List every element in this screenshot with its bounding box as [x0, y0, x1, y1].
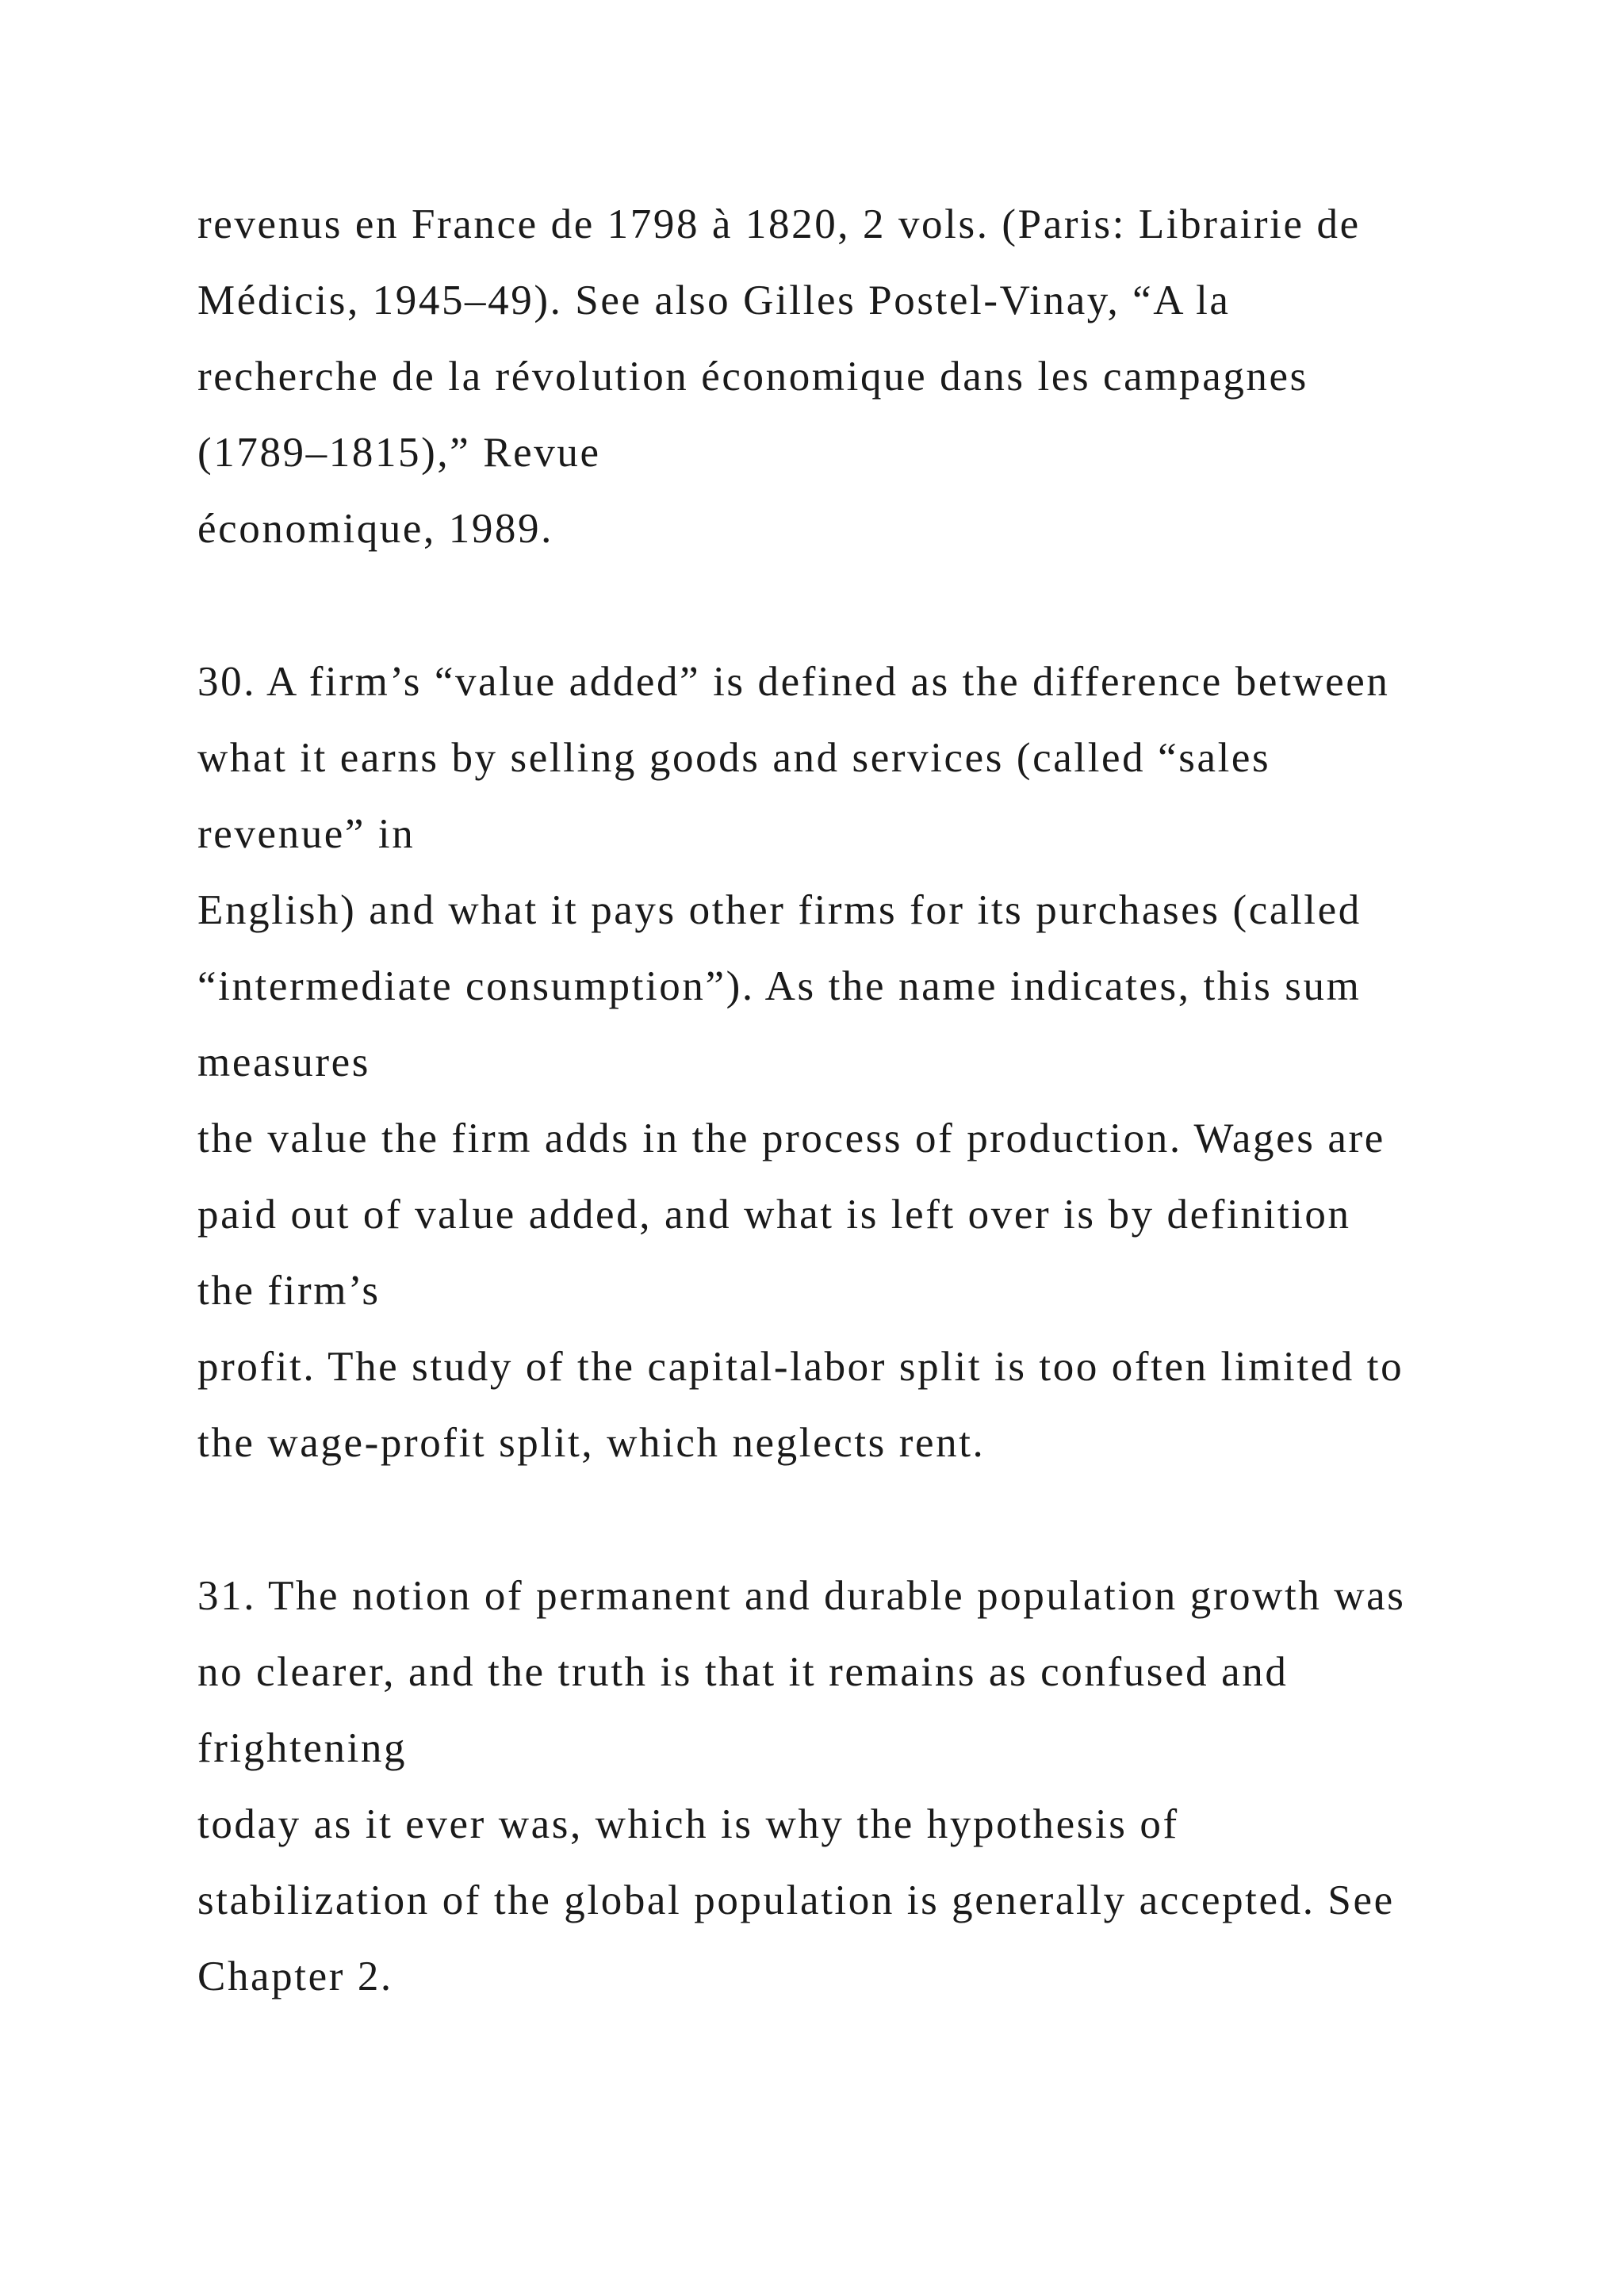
- text-line: the value the firm adds in the process of production. Wages are: [197, 1115, 1385, 1161]
- text-line: no clearer, and the truth is that it remains as confused and: [197, 1649, 1289, 1695]
- text-line: Médicis, 1945–49). See also Gilles Postel-Vinay, “A la: [197, 277, 1231, 323]
- text-line: today as it ever was, which is why the hypothesis of: [197, 1801, 1179, 1847]
- text-line: what it earns by selling goods and services (called “sales: [197, 735, 1271, 781]
- text-line: the firm’s: [197, 1268, 381, 1314]
- text-line: revenus en France de 1798 à 1820, 2 vols. (Paris: Librairie de: [197, 201, 1361, 247]
- text-line: frightening: [197, 1725, 408, 1771]
- text-line: (1789–1815),” Revue: [197, 430, 601, 476]
- text-line: recherche de la révolution économique dans les campagnes: [197, 354, 1308, 400]
- text-line: 30. A firm’s “value added” is defined as the difference between: [197, 659, 1390, 705]
- text-line: 31. The notion of permanent and durable population growth was: [197, 1573, 1406, 1619]
- text-line: stabilization of the global population is generally accepted. See: [197, 1877, 1395, 1923]
- text-line: English) and what it pays other firms for its purchases (called: [197, 887, 1362, 933]
- text-line: the wage-profit split, which neglects rent.: [197, 1420, 986, 1466]
- text-line: économique, 1989.: [197, 506, 553, 552]
- text-line: profit. The study of the capital-labor split is too often limited to: [197, 1344, 1404, 1390]
- text-line: revenue” in: [197, 811, 416, 857]
- text-line: Chapter 2.: [197, 1954, 393, 1999]
- text-line: “intermediate consumption”). As the name indicates, this sum: [197, 963, 1362, 1009]
- text-line: paid out of value added, and what is left over is by definition: [197, 1192, 1351, 1238]
- text-line: measures: [197, 1039, 370, 1085]
